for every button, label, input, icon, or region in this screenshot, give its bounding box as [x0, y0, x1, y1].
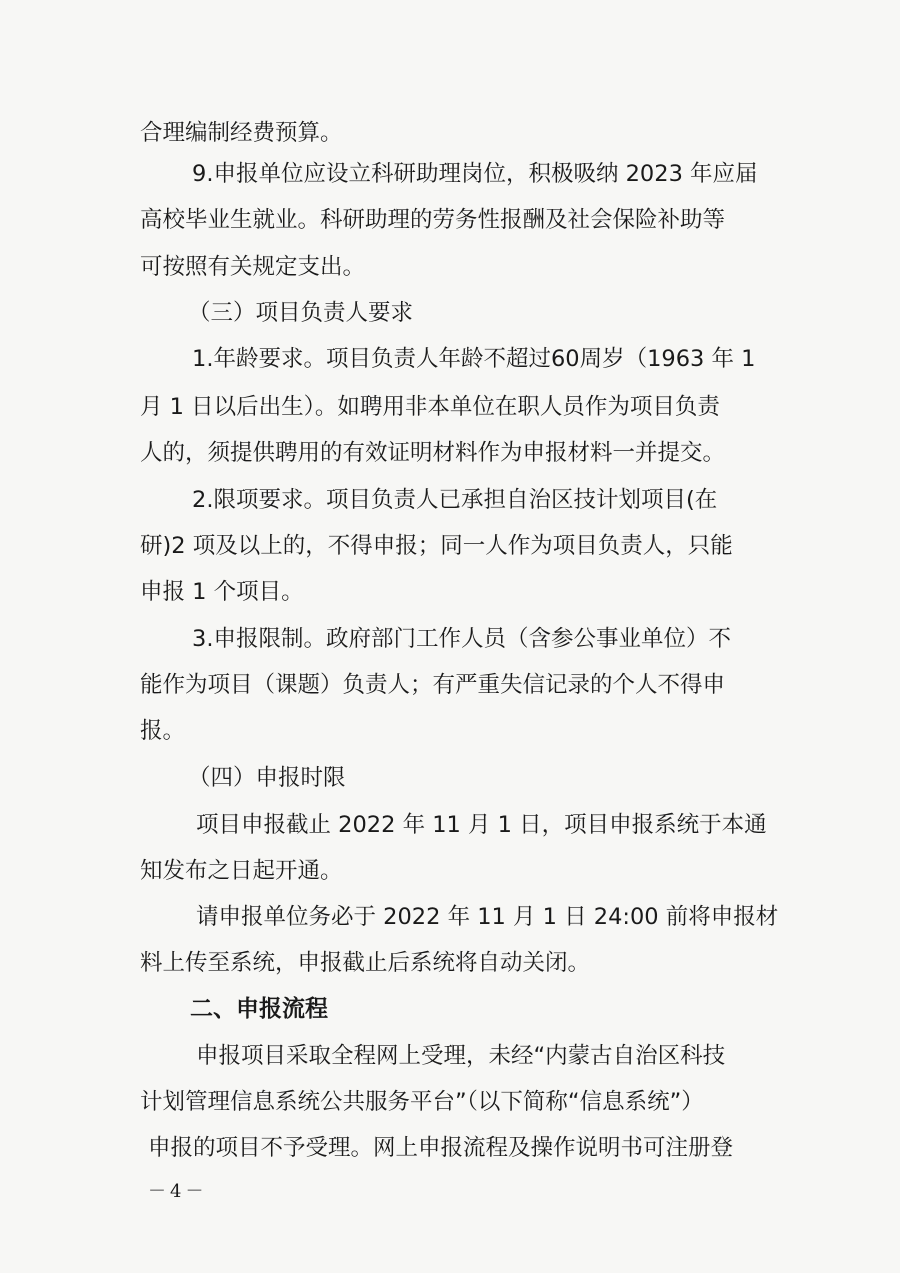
section-heading: （三）项目负责人要求	[188, 300, 414, 326]
paragraph-line: 人的，须提供聘用的有效证明材料作为申报材料一并提交。	[140, 440, 726, 466]
paragraph-line: 1.年龄要求。项目负责人年龄不超过60周岁（1963 年 1	[192, 346, 756, 372]
paragraph-line: 研)2 项及以上的，不得申报；同一人作为项目负责人，只能	[140, 533, 733, 559]
paragraph-line: 可按照有关规定支出。	[140, 254, 366, 280]
paragraph-line: 请申报单位务必于 2022 年 11 月 1 日 24:00 前将申报材	[196, 904, 779, 930]
paragraph-line: 3.申报限制。政府部门工作人员（含参公事业单位）不	[192, 626, 731, 652]
paragraph-line: 申报项目采取全程网上受理，未经“内蒙古自治区科技	[196, 1043, 726, 1069]
paragraph-line: 报。	[140, 718, 186, 744]
section-heading: （四）申报时限	[188, 765, 346, 791]
paragraph-line: 2.限项要求。项目负责人已承担自治区技计划项目(在	[192, 487, 718, 513]
paragraph-line: 月 1 日以后出生）。如聘用非本单位在职人员作为项目负责	[140, 394, 720, 420]
chapter-heading: 二、申报流程	[190, 995, 328, 1022]
paragraph-line: 计划管理信息系统公共服务平台”（以下简称“信息系统”）	[140, 1089, 704, 1115]
paragraph-line: 能作为项目（课题）负责人；有严重失信记录的个人不得申	[140, 672, 726, 698]
page-number: －4－	[148, 1181, 208, 1202]
paragraph-line: 高校毕业生就业。科研助理的劳务性报酬及社会保险补助等	[140, 207, 726, 233]
paragraph-line: 合理编制经费预算。	[140, 120, 343, 146]
paragraph-line: 知发布之日起开通。	[140, 858, 343, 884]
paragraph-line: 申报的项目不予受理。网上申报流程及操作说明书可注册登	[148, 1135, 734, 1161]
paragraph-line: 申报 1 个项目。	[140, 579, 304, 605]
paragraph-line: 项目申报截止 2022 年 11 月 1 日，项目申报系统于本通	[196, 812, 767, 838]
paragraph-line: 9.申报单位应设立科研助理岗位，积极吸纳 2023 年应届	[192, 161, 758, 187]
paragraph-line: 料上传至系统，申报截止后系统将自动关闭。	[140, 950, 591, 976]
